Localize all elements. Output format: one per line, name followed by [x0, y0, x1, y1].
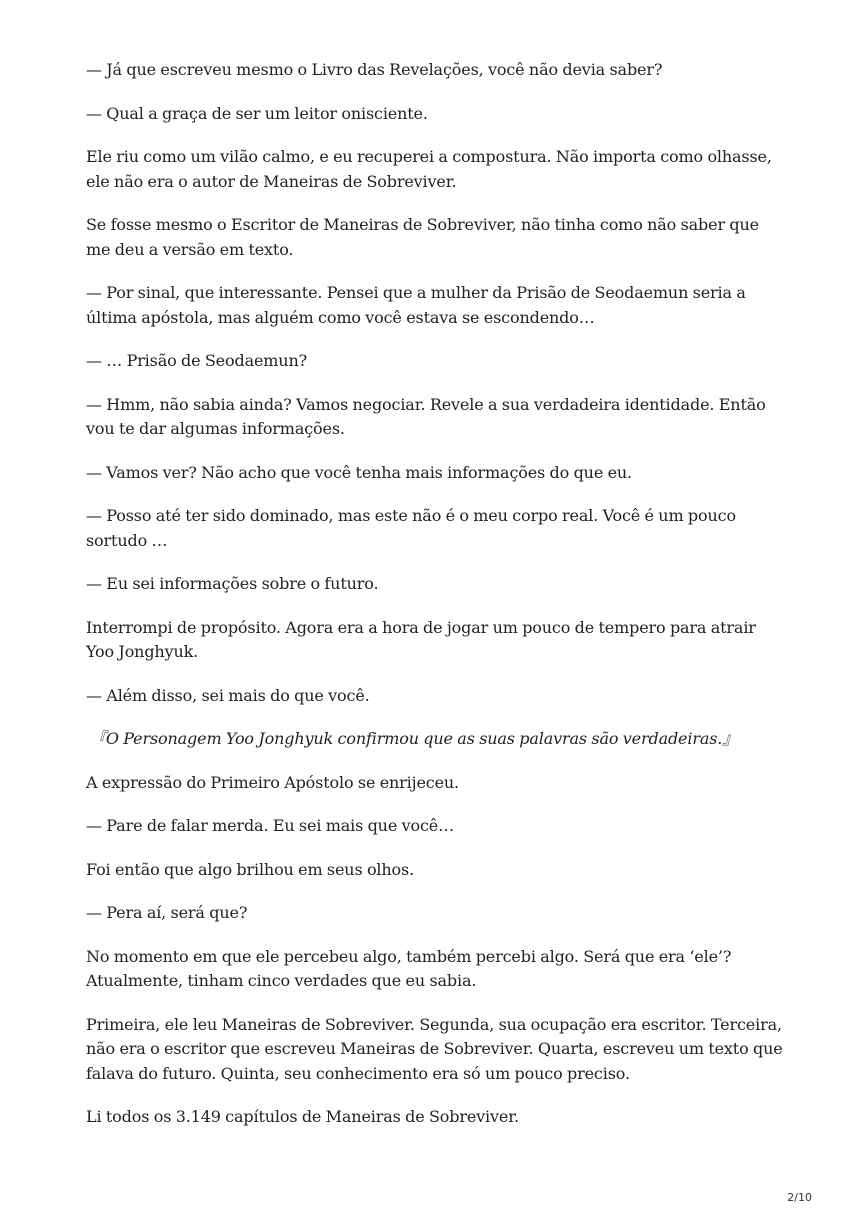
paragraph: Interrompi de propósito. Agora era a hora de jogar um pouco de tempero para atrair Yoo Jonghyuk. — [86, 617, 756, 661]
paragraph: Foi então que algo brilhou em seus olhos. — [86, 859, 415, 879]
paragraph: Se fosse mesmo o Escritor de Maneiras de Sobreviver, não tinha como não saber que me deu a versão em texto. — [86, 215, 759, 259]
paragraph: — Posso até ter sido dominado, mas este não é o meu corpo real. Você é um pouco sortudo … — [86, 506, 736, 550]
paragraph: — Qual a graça de ser um leitor onisciente. — [86, 103, 428, 123]
system-message: 『O Personagem Yoo Jonghyuk confirmou que as suas palavras são verdadeiras.』 — [90, 729, 739, 748]
paragraph: — Pera aí, será que? — [86, 903, 248, 922]
paragraph: Ele riu como um vilão calmo, e eu recuperei a compostura. Não importa como olhasse, ele não era o autor de Maneiras de Sobreviver. — [86, 147, 772, 191]
paragraph: — … Prisão de Seodaemun? — [86, 351, 308, 370]
paragraph: — Pare de falar merda. Eu sei mais que você… — [86, 816, 454, 835]
paragraph: No momento em que ele percebeu algo, também percebi algo. Será que era ‘ele’? Atualmente, tinham cinco verdades que eu sabia. — [86, 946, 732, 990]
document-page — [86, 58, 786, 1149]
paragraph: — Por sinal, que interessante. Pensei que a mulher da Prisão de Seodaemun seria a última apóstola, mas alguém como você estava se escondendo… — [86, 283, 746, 327]
paragraph: — Vamos ver? Não acho que você tenha mais informações do que eu. — [86, 462, 632, 482]
paragraph: — Além disso, sei mais do que você. — [86, 685, 370, 705]
paragraph: Primeira, ele leu Maneiras de Sobreviver. Segunda, sua ocupação era escritor. Terceira, não era o escritor que escreveu Maneiras de Sobreviver. Quarta, escreveu um texto que falava do futuro. Quinta, seu conhecimento era só um pouco preciso. — [86, 1014, 783, 1083]
page-number: 2/10 — [787, 1191, 812, 1204]
paragraph: — Hmm, não sabia ainda? Vamos negociar. Revele a sua verdadeira identidade. Então vou te dar algumas informações. — [86, 394, 766, 438]
paragraph: — Já que escreveu mesmo o Livro das Revelações, você não devia saber? — [86, 60, 663, 79]
paragraph: A expressão do Primeiro Apóstolo se enrijeceu. — [86, 772, 459, 792]
paragraph: — Eu sei informações sobre o futuro. — [86, 574, 379, 593]
paragraph: Li todos os 3.149 capítulos de Maneiras de Sobreviver. — [86, 1107, 519, 1126]
